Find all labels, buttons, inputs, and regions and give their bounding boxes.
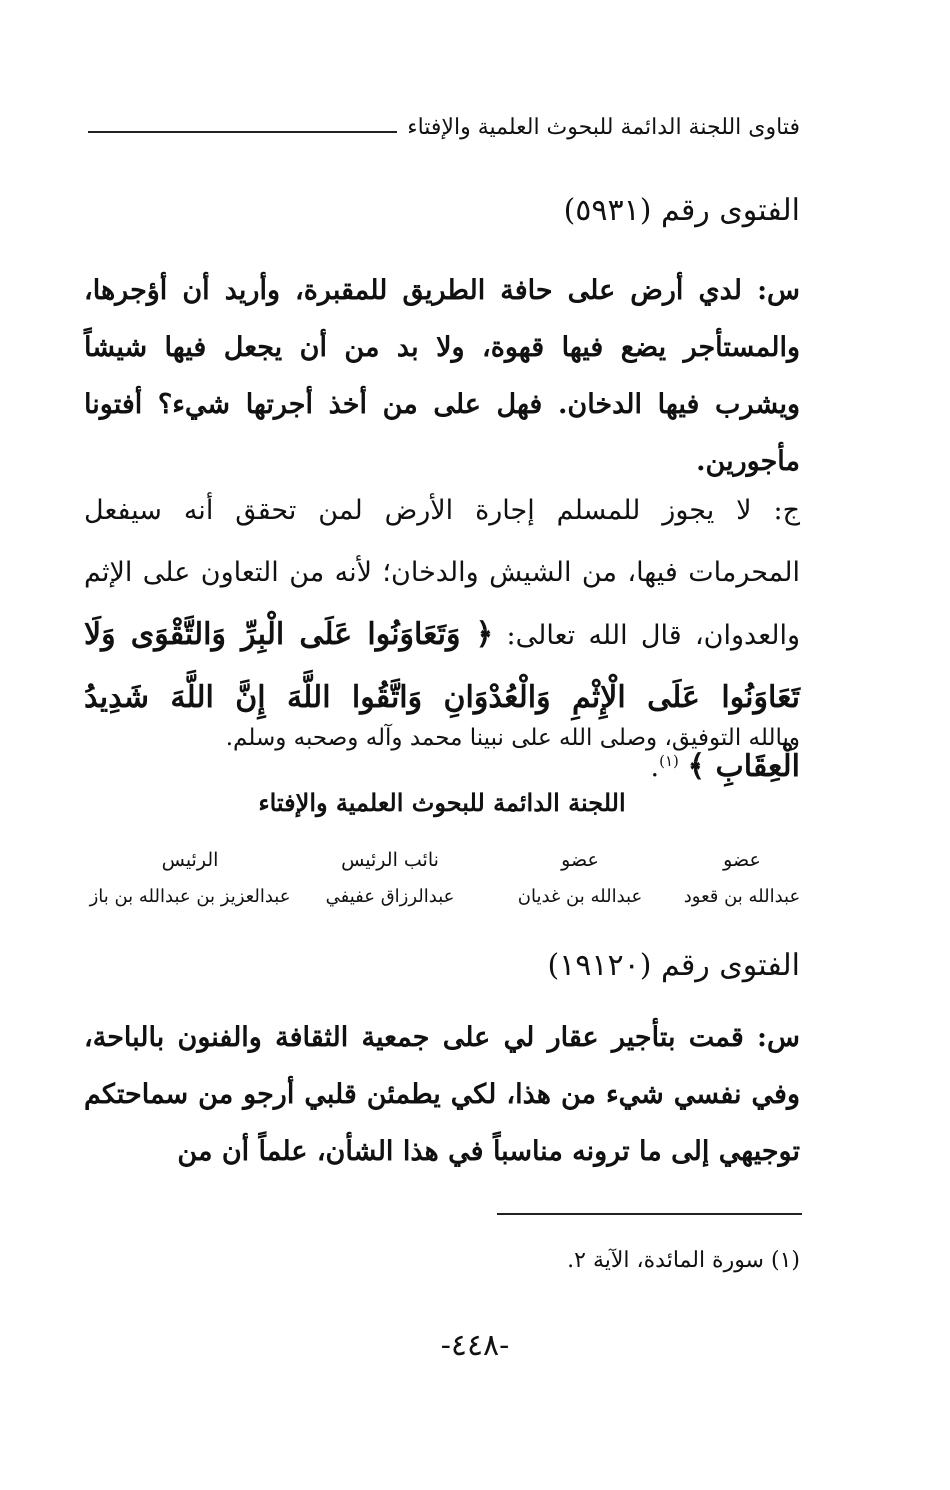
- signatory-role: الرئيس: [161, 849, 219, 871]
- signatory-name: عبدالرزاق عفيفي: [325, 886, 455, 907]
- header-rule: [88, 131, 397, 133]
- fatwa-1-answer: [84, 480, 800, 799]
- signatory-name: عبدالعزيز بن عبدالله بن باز: [89, 886, 291, 907]
- quran-verse: ﴿ وَتَعَاوَنُوا عَلَى الْبِرِّ وَالتَّقْوَى وَلَا تَعَاوَنُوا عَلَى الْإِثْمِ وَالْعُدْوَانِ وَاتَّقُوا اللَّهَ إِنَّ اللَّهَ شَدِيدُ الْعِقَابِ ﴾: [84, 617, 800, 784]
- verse-end-mark: .: [650, 752, 660, 783]
- signatory-name: عبدالله بن قعود: [683, 886, 801, 907]
- fatwa-1-question: س: لدي أرض على حافة الطريق للمقبرة، وأريد أن أؤجرها، والمستأجر يضع فيها قهوة، ولا بد من أن يجعل فيها شيشاً ويشرب فيها الدخان. فهل على من أخذ أجرتها شيء؟ أفتونا مأجورين.: [84, 275, 800, 477]
- closing-formula: وبالله التوفيق، وصلى الله على نبينا محمد وآله وصحبه وسلم.: [225, 725, 800, 751]
- running-title: فتاوى اللجنة الدائمة للبحوث العلمية والإفتاء: [407, 115, 800, 140]
- signatory-role: عضو: [561, 849, 599, 871]
- signatory-president: [70, 840, 310, 914]
- running-header: [88, 115, 800, 140]
- signatories: [0, 840, 950, 920]
- signatory-member-2: [505, 840, 655, 914]
- footnote-rule: [497, 1213, 802, 1215]
- committee-name: اللجنة الدائمة للبحوث العلمية والإفتاء: [258, 788, 626, 817]
- signatory-name: عبدالله بن غديان: [517, 886, 643, 907]
- fatwa-1-answer-text: ج: لا يجوز للمسلم إجارة الأرض لمن تحقق أنه سيفعل المحرمات فيها، من الشيش والدخان؛ لأنه من التعاون على الإثم والعدوان، قال الله تعالى:: [84, 495, 800, 651]
- footnote: (١) سورة المائدة، الآية ٢.: [567, 1248, 800, 1273]
- signatory-member-1: [682, 840, 802, 914]
- signatory-role: نائب الرئيس: [341, 849, 439, 871]
- footnote-reference: (١): [659, 752, 679, 770]
- fatwa-2-title: الفتوى رقم (١٩١٢٠): [547, 948, 800, 983]
- page-number: -٤٤٨-: [440, 1328, 510, 1363]
- fatwa-2-question: س: قمت بتأجير عقار لي على جمعية الثقافة والفنون بالباحة، وفي نفسي شيء من هذا، لكي يطمئن قلبي أرجو من سماحتكم توجيهي إلى ما ترونه مناسباً في هذا الشأن، علماً أن من: [84, 1022, 800, 1167]
- fatwa-1-title: الفتوى رقم (٥٩٣١): [563, 193, 800, 228]
- signatory-role: عضو: [723, 849, 761, 871]
- signatory-vice-president: [315, 840, 465, 914]
